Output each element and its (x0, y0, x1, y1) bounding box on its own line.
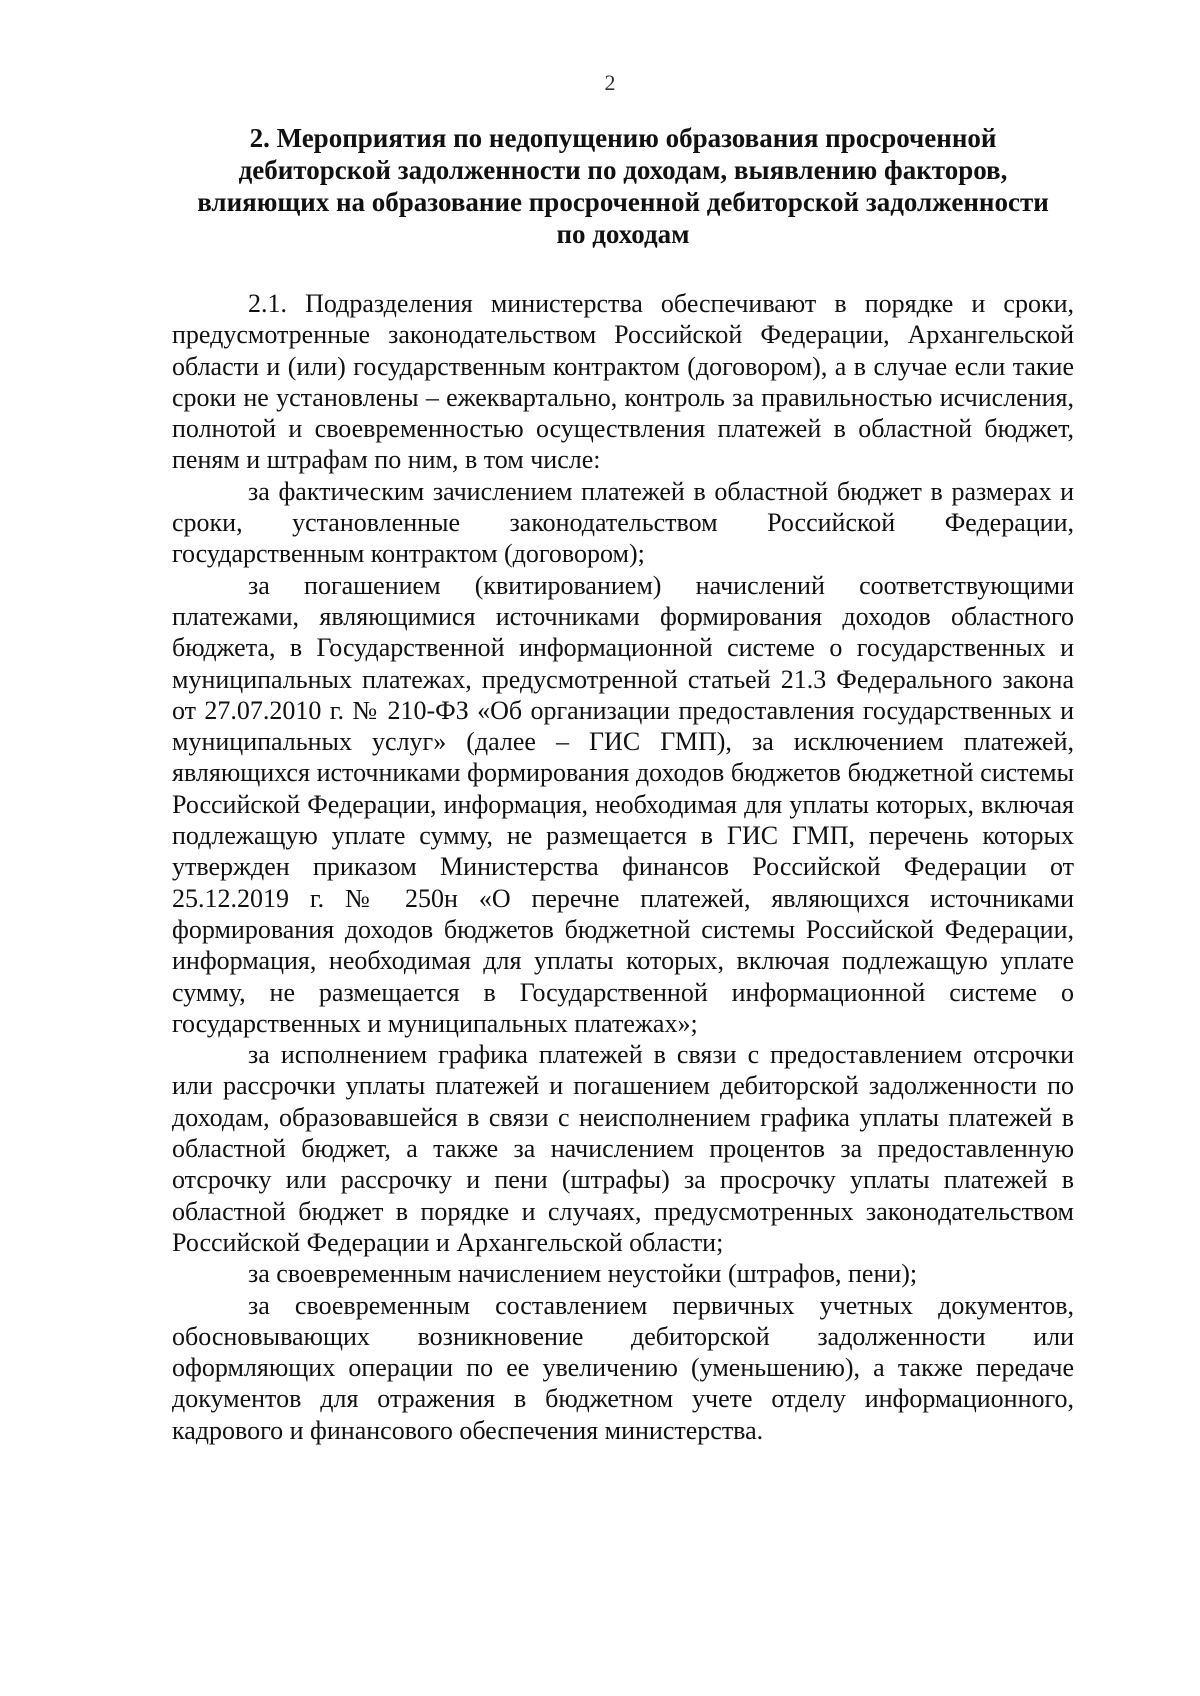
paragraph-primary-documents: за своевременным составлением первичных учетных документов, обосновывающих возникновение дебиторской задолженности или оформляющих операции по ее увеличению (уменьшению), а также передаче документов для отражения в бюджетном учете отделу информационного, кадрового и финансового обеспечения министерства. (172, 1290, 1074, 1445)
heading-line: по доходам (556, 219, 690, 249)
paragraph-2-1: 2.1. Подразделения министерства обеспечивают в порядке и сроки, предусмотренные законодательством Российской Федерации, Архангельской области и (или) государственным контрактом (договором), а в случае если такие сроки не установлены – ежеквартально, контроль за правильностью исчисления, полнотой и своевременностью осуществления платежей в областной бюджет, пеням и штрафам по ним, в том числе: (172, 289, 1074, 475)
paragraph-penalty-accrual: за своевременным начислением неустойки (штрафов, пени); (248, 1259, 918, 1289)
paragraph-payment-schedule: за исполнением графика платежей в связи с предоставлением отсрочки или рассрочки уплаты платежей и погашением дебиторской задолженности по доходам, образовавшейся в связи с неисполнением графика уплаты платежей в областной бюджет, а также за начислением процентов за предоставленную отсрочку или рассрочку и пени (штрафы) за просрочку уплаты платежей в областной бюджет в порядке и случаях, предусмотренных законодательством Российской Федерации и Архангельской области; (172, 1040, 1074, 1257)
heading-line: влияющих на образование просроченной дебиторской задолженности (197, 187, 1049, 217)
page-number: 2 (604, 70, 616, 95)
section-heading (172, 122, 1074, 250)
paragraph-quittance: за погашением (квитированием) начислений соответствующими платежами, являющимися источниками формирования доходов областного бюджета, в Государственной информационной системе о государственных и муниципальных платежах, предусмотренной статьей 21.3 Федерального закона от 27.07.2010 г. № 210-ФЗ «Об организации предоставления государственных и муниципальных услуг» (далее – ГИС ГМП), за исключением платежей, являющихся источниками формирования доходов бюджетов бюджетной системы Российской Федерации, информация, необходимая для уплаты которых, включая подлежащую уплате сумму, не размещается в ГИС ГМП, перечень которых утвержден приказом Министерства финансов Российской Федерации от 25.12.2019 г. № 250н «О перечне платежей, являющихся источниками формирования доходов бюджетов бюджетной системы Российской Федерации, информация, необходимая для уплаты которых, включая подлежащую уплате сумму, не размещается в Государственной информационной системе о государственных и муниципальных платежах»; (172, 570, 1074, 1038)
heading-line: 2. Мероприятия по недопущению образования просроченной (249, 123, 997, 153)
paragraph-actual-crediting: за фактическим зачислением платежей в областной бюджет в размерах и сроки, установленные законодательством Российской Федерации, государственным контрактом (договором); (172, 476, 1074, 569)
heading-line: дебиторской задолженности по доходам, выявлению факторов, (238, 155, 1008, 185)
